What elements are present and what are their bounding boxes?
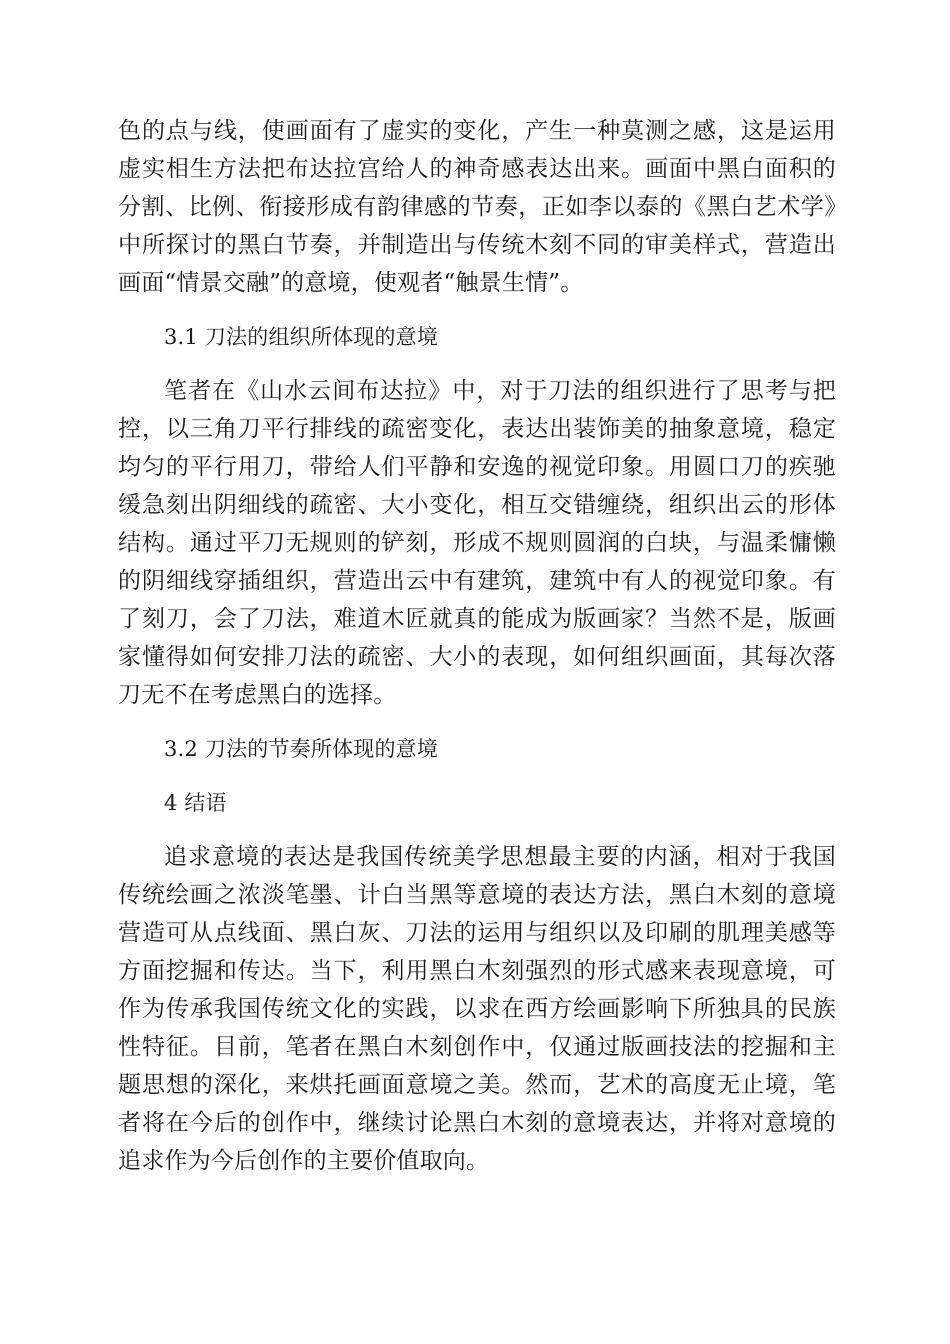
section-heading-3-1: 3.1 刀法的组织所体现的意境 bbox=[164, 325, 439, 349]
paragraph-knife-organization: 笔者在《山水云间布达拉》中，对于刀法的组织进行了思考与把控，以三角刀平行排线的疏密变化，表达出装饰美的抽象意境，稳定均匀的平行用刀，带给人们平静和安逸的视觉印象。用圆口刀的疾驰缓急刻出阴细线的疏密、大小变化，相互交错缠绕，组织出云的形体结构。通过平刀无规则的铲刻，形成不规则圆润的白块，与温柔慵懒的阴细线穿插组织，营造出云中有建筑，建筑中有人的视觉印象。有了刻刀，会了刀法，难道木匠就真的能成为版画家？当然不是，版画家懂得如何安排刀法的疏密、大小的表现，如何组织画面，其每次落刀无不在考虑黑白的选择。 bbox=[118, 378, 836, 708]
section-heading-3-2: 3.2 刀法的节奏所体现的意境 bbox=[164, 737, 439, 761]
section-heading-conclusion: 4 结语 bbox=[164, 791, 227, 815]
paragraph-conclusion: 追求意境的表达是我国传统美学思想最主要的内涵，相对于我国传统绘画之浓淡笔墨、计白当黑等意境的表达方法，黑白木刻的意境营造可从点线面、黑白灰、刀法的运用与组织以及印刷的肌理美感等方面挖掘和传达。当下，利用黑白木刻强烈的形式感来表现意境，可作为传承我国传统文化的实践，以求在西方绘画影响下所独具的民族性特征。目前，笔者在黑白木刻创作中，仅通过版画技法的挖掘和主题思想的深化，来烘托画面意境之美。然而，艺术的高度无止境，笔者将在今后的创作中，继续讨论黑白木刻的意境表达，并将对意境的追求作为今后创作的主要价值取向。 bbox=[118, 844, 836, 1174]
document-body bbox=[118, 112, 836, 1196]
paragraph-continued: 色的点与线，使画面有了虚实的变化，产生一种莫测之感，这是运用虚实相生方法把布达拉宫给人的神奇感表达出来。画面中黑白面积的分割、比例、衔接形成有韵律感的节奏，正如李以泰的《黑白艺术学》中所探讨的黑白节奏，并制造出与传统木刻不同的审美样式，营造出画面“情景交融”的意境，使观者“触景生情”。 bbox=[118, 118, 836, 296]
